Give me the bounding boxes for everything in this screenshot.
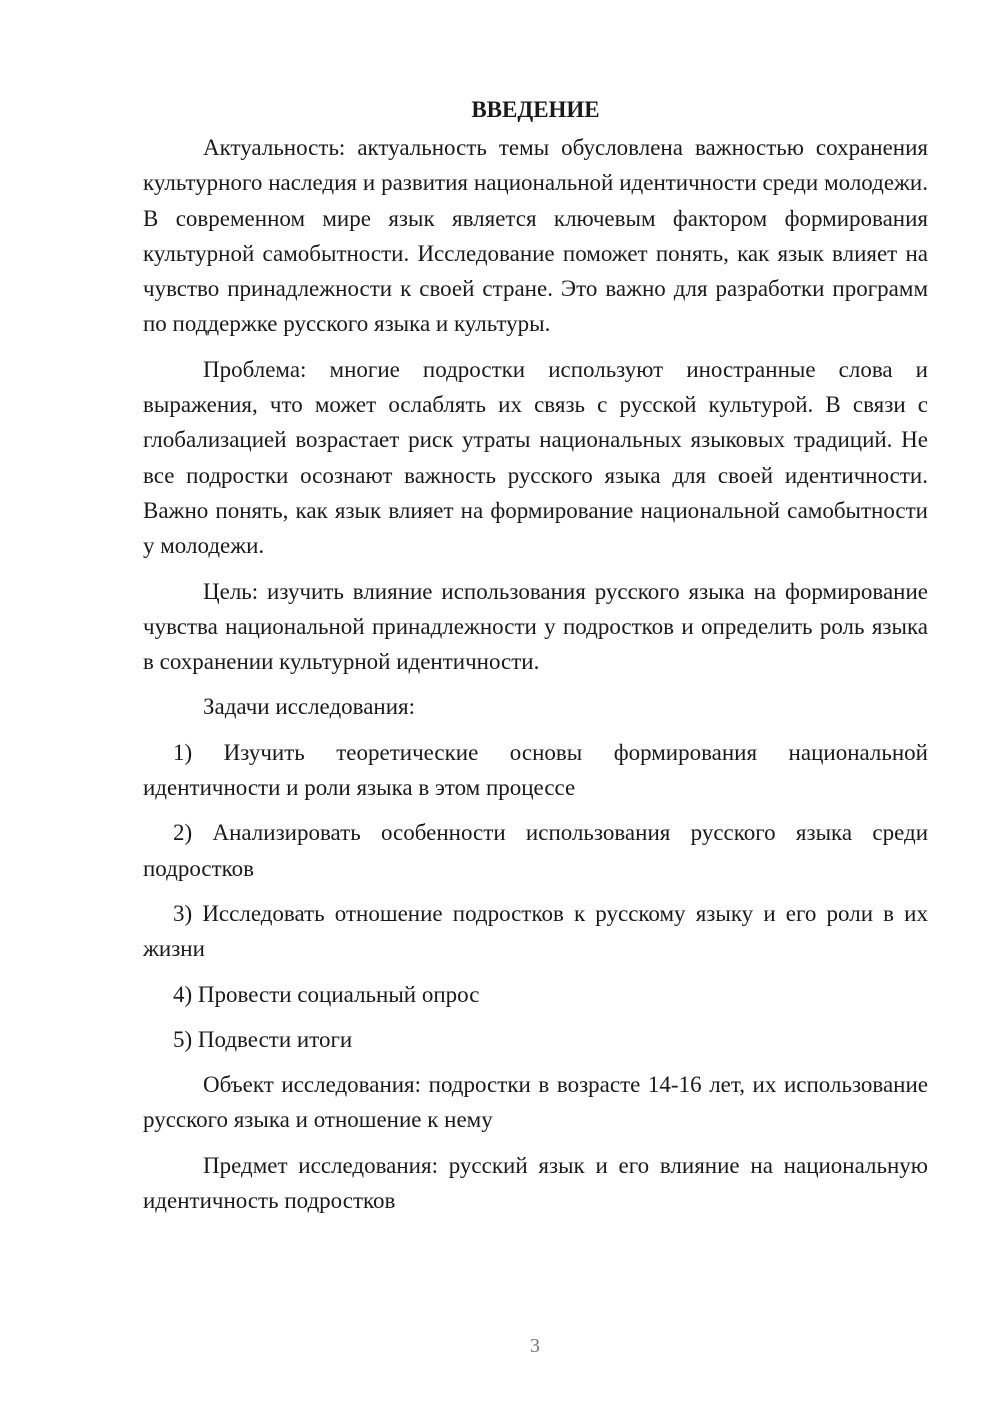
paragraph-object: Объект исследования: подростки в возрасте 14-16 лет, их использование русского языка и отношение к нему <box>143 1072 928 1133</box>
document-page <box>143 92 928 1218</box>
paragraph-goal: Цель: изучить влияние использования русского языка на формирование чувства национальной принадлежности у подростков и определить роль языка в сохранении культурной идентичности. <box>143 578 928 675</box>
task-item-5: 5) Подвести итоги <box>173 1026 353 1052</box>
paragraph-relevance: Актуальность: актуальность темы обусловлена важностью сохранения культурного наследия и развития национальной идентичности среди молодежи. В современном мире язык является ключевым фактором формирования культурной самобытности. Исследование поможет понять, как язык влияет на чувство принадлежности к своей стране. Это важно для разработки программ по поддержке русского языка и культуры. <box>143 135 928 337</box>
tasks-heading: Задачи исследования: <box>203 694 416 720</box>
task-item-3: 3) Исследовать отношение подростков к русскому языку и его роли в их жизни <box>143 900 928 962</box>
task-item-4: 4) Провести социальный опрос <box>173 981 480 1007</box>
page-number: 3 <box>530 1335 540 1357</box>
task-item-1: 1) Изучить теоретические основы формирования национальной идентичности и роли языка в этом процессе <box>143 739 928 801</box>
section-heading: ВВЕДЕНИЕ <box>471 97 600 122</box>
paragraph-subject: Предмет исследования: русский язык и его влияние на национальную идентичность подростков <box>143 1152 928 1214</box>
paragraph-problem: Проблема: многие подростки используют иностранные слова и выражения, что может ослаблять их связь с русской культурой. В связи с глобализацией возрастает риск утраты национальных языковых традиций. Не все подростки осознают важность русского языка для своей идентичности. Важно понять, как язык влияет на формирование национальной самобытности у молодежи. <box>143 356 928 559</box>
task-item-2: 2) Анализировать особенности использования русского языка среди подростков <box>143 820 928 881</box>
